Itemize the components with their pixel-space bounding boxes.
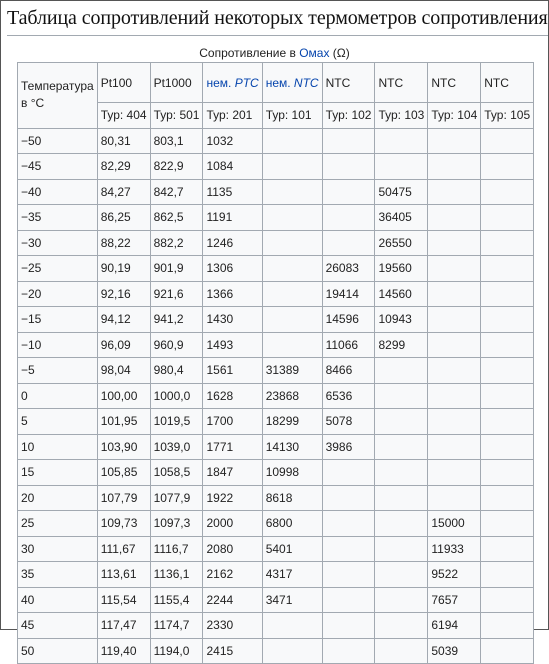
table-row [18,179,534,205]
resistance-cell: 15000 [428,511,481,537]
resistance-cell: 7657 [428,587,481,613]
resistance-cell [375,434,428,460]
table-row [18,205,534,231]
temperature-cell: −20 [18,281,98,307]
column-header-sensor [481,63,534,103]
resistance-cell: 1084 [203,154,262,180]
resistance-cell: 8466 [322,358,375,384]
column-header-type: Тур: 201 [203,103,262,129]
resistance-cell: 1032 [203,128,262,154]
resistance-cell: 1097,3 [150,511,203,537]
column-header-sensor [203,63,262,103]
resistance-cell: 1135 [203,179,262,205]
temperature-cell: 5 [18,409,98,435]
table-caption [1,46,548,60]
resistance-cell: 3471 [262,587,322,613]
resistance-cell: 1561 [203,358,262,384]
column-header-type: Тур: 104 [428,103,481,129]
temperature-cell: 40 [18,587,98,613]
resistance-cell [262,613,322,639]
title-divider [7,35,548,36]
table-row [18,256,534,282]
resistance-cell [322,511,375,537]
resistance-cell: 14560 [375,281,428,307]
resistance-cell [481,154,534,180]
resistance-table [17,62,534,664]
resistance-cell [322,154,375,180]
resistance-cell [262,128,322,154]
resistance-cell [428,307,481,333]
resistance-cell: 862,5 [150,205,203,231]
resistance-cell: 98,04 [97,358,150,384]
resistance-cell: 980,4 [150,358,203,384]
resistance-cell: 8618 [262,485,322,511]
resistance-cell [481,485,534,511]
resistance-cell: 109,73 [97,511,150,537]
resistance-cell [428,383,481,409]
resistance-cell: 2080 [203,536,262,562]
resistance-cell: 1136,1 [150,562,203,588]
sensor-name: NTC [431,75,457,90]
resistance-cell: 84,27 [97,179,150,205]
resistance-cell: 822,9 [150,154,203,180]
resistance-cell: 1019,5 [150,409,203,435]
resistance-cell: 100,00 [97,383,150,409]
resistance-cell: 80,31 [97,128,150,154]
resistance-cell [375,383,428,409]
resistance-cell: 921,6 [150,281,203,307]
resistance-cell: 901,9 [150,256,203,282]
resistance-cell: 26550 [375,230,428,256]
resistance-cell [481,307,534,333]
column-header-sensor [428,63,481,103]
resistance-cell: 1194,0 [150,638,203,664]
resistance-cell [262,332,322,358]
resistance-cell [375,409,428,435]
temperature-cell: −25 [18,256,98,282]
resistance-cell: 14130 [262,434,322,460]
column-header-sensor [262,63,322,103]
resistance-cell [481,460,534,486]
resistance-cell [481,128,534,154]
resistance-cell: 1700 [203,409,262,435]
resistance-cell: 23868 [262,383,322,409]
resistance-cell [375,562,428,588]
resistance-cell: 1306 [203,256,262,282]
resistance-cell: 2244 [203,587,262,613]
resistance-cell [322,230,375,256]
column-header-sensor [97,63,150,103]
column-header-type: Тур: 105 [481,103,534,129]
table-row [18,281,534,307]
temperature-cell: −5 [18,358,98,384]
resistance-cell: 1430 [203,307,262,333]
resistance-cell: 14596 [322,307,375,333]
resistance-cell: 1847 [203,460,262,486]
page-title: Таблица сопротивлений некоторых термометров сопротивления [7,7,548,29]
resistance-cell [375,536,428,562]
sensor-name: NTC [378,75,404,90]
resistance-cell: 94,12 [97,307,150,333]
column-header-sensor [150,63,203,103]
resistance-cell [322,638,375,664]
temperature-cell: −30 [18,230,98,256]
temperature-cell: −35 [18,205,98,231]
resistance-cell [428,358,481,384]
resistance-cell: 50475 [375,179,428,205]
resistance-cell [428,205,481,231]
temperature-cell: −40 [18,179,98,205]
resistance-cell [262,230,322,256]
resistance-cell [481,383,534,409]
column-header-type: Тур: 102 [322,103,375,129]
resistance-cell [375,154,428,180]
resistance-cell [481,613,534,639]
resistance-cell [481,587,534,613]
resistance-cell: 803,1 [150,128,203,154]
resistance-cell: 6194 [428,613,481,639]
resistance-cell: 1174,7 [150,613,203,639]
resistance-cell [428,281,481,307]
resistance-cell: 103,90 [97,434,150,460]
resistance-cell: 3986 [322,434,375,460]
sensor-name: Pt1000 [153,75,192,90]
ohm-link[interactable]: Омах [299,46,330,60]
resistance-cell [322,485,375,511]
resistance-cell: 2162 [203,562,262,588]
resistance-cell: 8299 [375,332,428,358]
resistance-cell: 101,95 [97,409,150,435]
resistance-cell [262,638,322,664]
resistance-cell: 842,7 [150,179,203,205]
resistance-cell: 1771 [203,434,262,460]
resistance-cell [481,205,534,231]
resistance-cell [322,128,375,154]
resistance-cell: 1246 [203,230,262,256]
resistance-cell [428,230,481,256]
resistance-cell [322,613,375,639]
resistance-cell [428,460,481,486]
column-header-sensor [322,63,375,103]
column-header-type: Тур: 101 [262,103,322,129]
table-row [18,358,534,384]
ohm-symbol: (Ω) [332,46,350,60]
table-row [18,536,534,562]
resistance-cell: 31389 [262,358,322,384]
resistance-cell [262,154,322,180]
resistance-cell: 1116,7 [150,536,203,562]
resistance-cell [262,205,322,231]
temperature-cell: 30 [18,536,98,562]
resistance-cell: 9522 [428,562,481,588]
resistance-cell [262,307,322,333]
resistance-cell: 26083 [322,256,375,282]
resistance-cell: 882,2 [150,230,203,256]
resistance-cell [481,536,534,562]
resistance-cell [481,281,534,307]
temperature-cell: −10 [18,332,98,358]
resistance-cell: 11066 [322,332,375,358]
resistance-cell [262,256,322,282]
table-row [18,383,534,409]
resistance-cell: 117,47 [97,613,150,639]
resistance-cell [481,562,534,588]
column-header-type: Тур: 404 [97,103,150,129]
resistance-cell [322,179,375,205]
resistance-cell: 107,79 [97,485,150,511]
temperature-cell: −15 [18,307,98,333]
resistance-cell [375,485,428,511]
sensor-type-link[interactable]: PTC [234,75,259,90]
sensor-name: NTC [484,75,509,90]
resistance-cell: 92,16 [97,281,150,307]
column-header-type: Тур: 501 [150,103,203,129]
resistance-cell: 1000,0 [150,383,203,409]
table-row [18,154,534,180]
resistance-cell [481,638,534,664]
resistance-cell: 19414 [322,281,375,307]
temperature-cell: 15 [18,460,98,486]
resistance-cell: 2000 [203,511,262,537]
temperature-cell: −50 [18,128,98,154]
resistance-cell: 10943 [375,307,428,333]
table-row [18,562,534,588]
table-row [18,511,534,537]
resistance-cell: 19560 [375,256,428,282]
resistance-cell [428,434,481,460]
resistance-cell [262,179,322,205]
resistance-cell: 960,9 [150,332,203,358]
resistance-cell: 1077,9 [150,485,203,511]
resistance-cell: 1628 [203,383,262,409]
resistance-cell [262,281,322,307]
column-header-sensor [375,63,428,103]
resistance-cell [481,511,534,537]
table-row [18,434,534,460]
resistance-cell [375,638,428,664]
temperature-cell: 25 [18,511,98,537]
resistance-cell: 6536 [322,383,375,409]
resistance-cell [481,409,534,435]
table-row [18,460,534,486]
resistance-cell: 115,54 [97,587,150,613]
temperature-cell: 20 [18,485,98,511]
resistance-cell: 86,25 [97,205,150,231]
resistance-cell [322,536,375,562]
resistance-cell: 113,61 [97,562,150,588]
resistance-cell [375,587,428,613]
resistance-cell: 5401 [262,536,322,562]
caption-text: Сопротивление в [199,46,300,60]
resistance-cell [481,230,534,256]
resistance-cell [322,587,375,613]
sensor-name[interactable]: нем. [206,75,235,90]
resistance-cell: 36405 [375,205,428,231]
resistance-cell: 105,85 [97,460,150,486]
resistance-cell: 4317 [262,562,322,588]
resistance-cell [481,256,534,282]
resistance-cell: 88,22 [97,230,150,256]
resistance-cell [481,179,534,205]
resistance-cell [428,256,481,282]
temperature-cell: 50 [18,638,98,664]
table-row [18,587,534,613]
resistance-cell [428,154,481,180]
resistance-cell: 941,2 [150,307,203,333]
table-row [18,409,534,435]
resistance-cell [322,562,375,588]
resistance-cell [375,613,428,639]
sensor-name[interactable]: нем. [265,75,294,90]
resistance-cell [428,179,481,205]
resistance-cell: 10998 [262,460,322,486]
table-row [18,230,534,256]
resistance-cell: 1155,4 [150,587,203,613]
temperature-cell: 10 [18,434,98,460]
resistance-cell: 90,19 [97,256,150,282]
resistance-cell: 119,40 [97,638,150,664]
resistance-cell [375,460,428,486]
resistance-cell [428,485,481,511]
table-row [18,613,534,639]
temperature-cell: 35 [18,562,98,588]
resistance-cell: 18299 [262,409,322,435]
resistance-cell: 2415 [203,638,262,664]
resistance-cell [481,358,534,384]
resistance-cell [428,128,481,154]
resistance-cell [375,358,428,384]
resistance-cell: 1922 [203,485,262,511]
header-row-sensor-names [18,63,534,103]
resistance-cell [322,205,375,231]
sensor-name: Pt100 [100,75,133,90]
resistance-cell [481,434,534,460]
table-row [18,128,534,154]
sensor-type-link[interactable]: NTC [293,75,319,90]
sensor-name: NTC [325,75,351,90]
temperature-cell: 0 [18,383,98,409]
resistance-cell: 96,09 [97,332,150,358]
resistance-cell: 11933 [428,536,481,562]
resistance-cell: 1039,0 [150,434,203,460]
table-row [18,485,534,511]
temperature-cell: −45 [18,154,98,180]
resistance-cell: 1366 [203,281,262,307]
table-row [18,332,534,358]
resistance-cell [428,409,481,435]
resistance-cell: 5039 [428,638,481,664]
resistance-cell [322,460,375,486]
temperature-header: Температура в °C [18,63,98,129]
column-header-type: Тур: 103 [375,103,428,129]
resistance-cell: 111,67 [97,536,150,562]
resistance-cell [375,128,428,154]
resistance-cell [375,511,428,537]
resistance-cell: 6800 [262,511,322,537]
resistance-cell [481,332,534,358]
resistance-cell [428,332,481,358]
temperature-cell: 45 [18,613,98,639]
resistance-cell: 2330 [203,613,262,639]
resistance-cell: 82,29 [97,154,150,180]
table-row [18,307,534,333]
resistance-cell: 5078 [322,409,375,435]
table-row [18,638,534,664]
resistance-cell: 1493 [203,332,262,358]
resistance-cell: 1191 [203,205,262,231]
resistance-cell: 1058,5 [150,460,203,486]
